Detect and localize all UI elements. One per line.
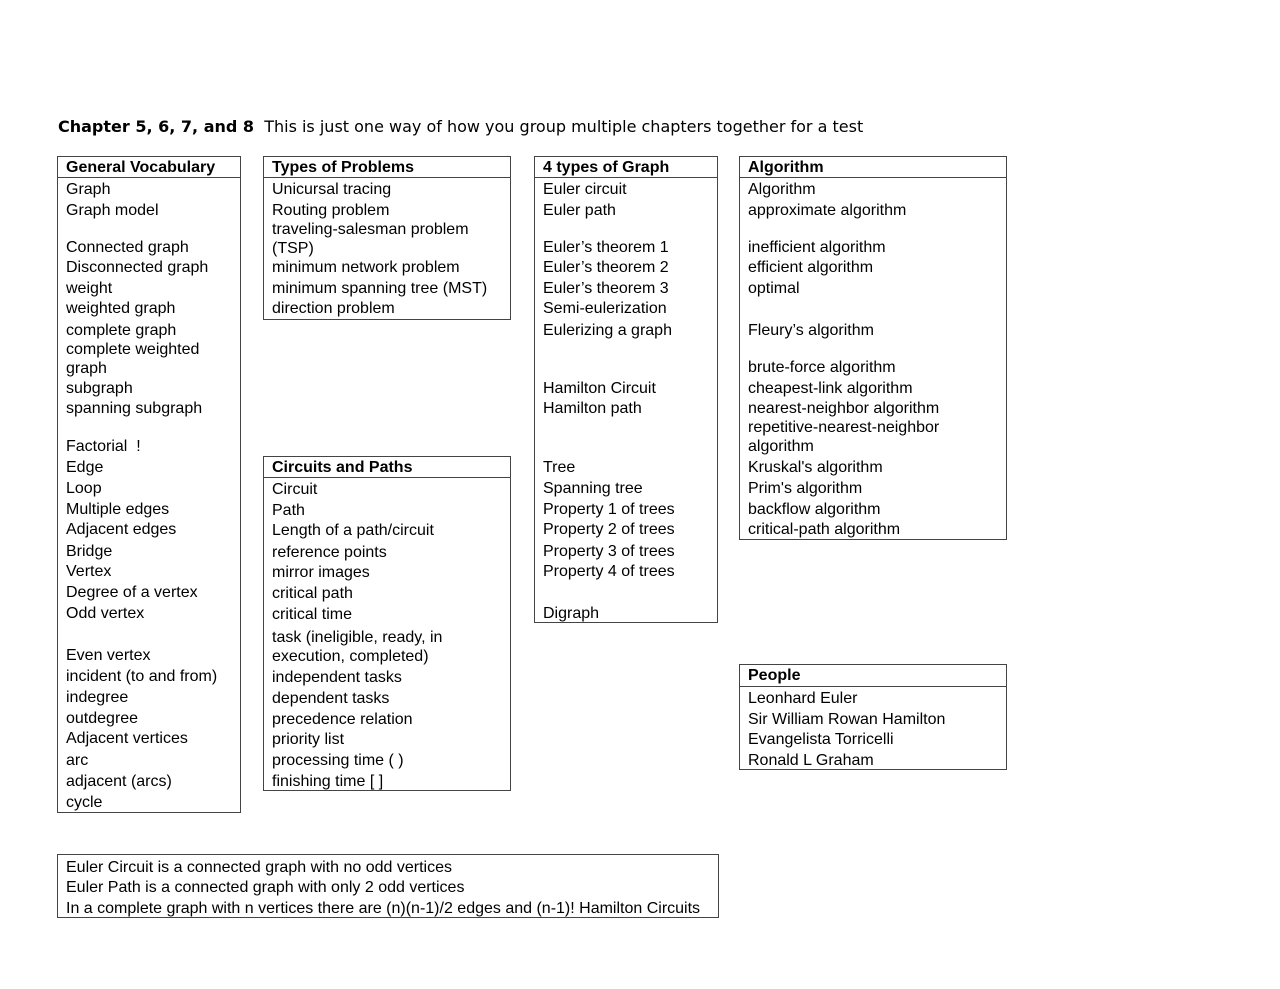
person-item: Ronald L Graham <box>748 752 874 769</box>
problem-item: direction problem <box>272 300 395 317</box>
vocab-item: cycle <box>66 794 103 811</box>
algorithm-item: Prim's algorithm <box>748 480 863 497</box>
graph-type-item: Property 1 of trees <box>543 501 675 518</box>
algorithm-item: efficient algorithm <box>748 259 874 276</box>
person-item: Sir William Rowan Hamilton <box>748 711 946 728</box>
vocab-item: Vertex <box>66 563 112 580</box>
circuit-item: Path <box>272 502 305 519</box>
problem-item: Routing problem <box>272 202 390 219</box>
four-types-of-graph-title: 4 types of Graph <box>535 157 717 178</box>
types-of-problems-box <box>263 156 511 320</box>
heading-note: This is just one way of how you group multiple chapters together for a test <box>264 117 864 136</box>
vocab-item: Multiple edges <box>66 501 170 518</box>
page-heading <box>58 117 863 136</box>
algorithm-item: brute-force algorithm <box>748 359 896 376</box>
vocab-item: spanning subgraph <box>66 400 203 417</box>
vocab-item: subgraph <box>66 380 133 397</box>
algorithm-item: nearest-neighbor algorithm <box>748 400 940 417</box>
graph-type-item: Euler path <box>543 202 616 219</box>
vocab-item: Disconnected graph <box>66 259 209 276</box>
circuit-item: reference points <box>272 544 387 561</box>
vocab-item: Odd vertex <box>66 605 145 622</box>
graph-type-item: Semi-eulerization <box>543 300 667 317</box>
graph-type-item: Property 3 of trees <box>543 543 675 560</box>
circuit-item: critical path <box>272 585 353 602</box>
circuits-and-paths-title: Circuits and Paths <box>264 457 510 478</box>
person-item: Evangelista Torricelli <box>748 731 894 748</box>
general-vocabulary-title: General Vocabulary <box>58 157 240 178</box>
circuit-item: precedence relation <box>272 711 413 728</box>
circuit-item: mirror images <box>272 564 370 581</box>
summary-line: In a complete graph with n vertices there are (n)(n-1)/2 edges and (n-1)! Hamilton Circuits <box>66 900 701 917</box>
graph-type-item: Property 2 of trees <box>543 521 675 538</box>
vocab-item: Graph <box>66 181 111 198</box>
circuit-item: task (ineligible, ready, in execution, completed) <box>272 629 443 665</box>
vocab-item: Connected graph <box>66 239 189 256</box>
algorithm-item: repetitive-nearest-neighbor algorithm <box>748 419 940 455</box>
graph-type-item: Eulerizing a graph <box>543 322 672 339</box>
algorithm-item: Fleury’s algorithm <box>748 322 874 339</box>
graph-type-item: Euler’s theorem 2 <box>543 259 669 276</box>
summary-line: Euler Path is a connected graph with only 2 odd vertices <box>66 879 465 896</box>
circuit-item: independent tasks <box>272 669 402 686</box>
vocab-item: weight <box>66 280 113 297</box>
vocab-item: outdegree <box>66 710 139 727</box>
vocab-item: Adjacent edges <box>66 521 177 538</box>
problem-item: minimum spanning tree (MST) <box>272 280 488 297</box>
graph-type-item: Digraph <box>543 605 600 622</box>
algorithm-item: approximate algorithm <box>748 202 907 219</box>
general-vocabulary-box <box>57 156 241 813</box>
vocab-item: Loop <box>66 480 102 497</box>
vocab-item: Factorial ! <box>66 438 141 455</box>
graph-type-item: Spanning tree <box>543 480 643 497</box>
vocab-item: Adjacent vertices <box>66 730 188 747</box>
problem-item: traveling-salesman problem (TSP) <box>272 221 469 257</box>
people-box <box>739 664 1007 770</box>
vocab-item: complete weighted graph <box>66 341 200 377</box>
vocab-item: indegree <box>66 689 129 706</box>
algorithm-item: Algorithm <box>748 181 816 198</box>
graph-type-item: Euler circuit <box>543 181 627 198</box>
vocab-item: complete graph <box>66 322 177 339</box>
person-item: Leonhard Euler <box>748 690 858 707</box>
summary-box <box>57 854 719 918</box>
four-types-of-graph-box <box>534 156 718 623</box>
vocab-item: weighted graph <box>66 300 176 317</box>
vocab-item: Degree of a vertex <box>66 584 198 601</box>
graph-type-item: Property 4 of trees <box>543 563 675 580</box>
heading-chapters: Chapter 5, 6, 7, and 8 <box>58 117 255 136</box>
algorithm-item: backflow algorithm <box>748 501 881 518</box>
circuit-item: priority list <box>272 731 345 748</box>
circuit-item: dependent tasks <box>272 690 390 707</box>
graph-type-item: Euler’s theorem 1 <box>543 239 669 256</box>
summary-line: Euler Circuit is a connected graph with no odd vertices <box>66 859 452 876</box>
circuit-item: Length of a path/circuit <box>272 522 434 539</box>
graph-type-item: Hamilton path <box>543 400 642 417</box>
types-of-problems-title: Types of Problems <box>264 157 510 178</box>
algorithm-box <box>739 156 1007 540</box>
circuit-item: finishing time [ ] <box>272 773 384 790</box>
circuit-item: processing time ( ) <box>272 752 404 769</box>
graph-type-item: Hamilton Circuit <box>543 380 656 397</box>
vocab-item: Edge <box>66 459 104 476</box>
circuit-item: Circuit <box>272 481 318 498</box>
algorithm-item: optimal <box>748 280 800 297</box>
graph-type-item: Tree <box>543 459 576 476</box>
people-title: People <box>740 665 1006 687</box>
algorithm-item: Kruskal's algorithm <box>748 459 883 476</box>
algorithm-title: Algorithm <box>740 157 1006 178</box>
vocab-item: incident (to and from) <box>66 668 218 685</box>
problem-item: minimum network problem <box>272 259 460 276</box>
circuit-item: critical time <box>272 606 353 623</box>
circuits-and-paths-box <box>263 456 511 791</box>
graph-type-item: Euler’s theorem 3 <box>543 280 669 297</box>
vocab-item: Even vertex <box>66 647 151 664</box>
algorithm-item: critical-path algorithm <box>748 521 901 538</box>
algorithm-item: cheapest-link algorithm <box>748 380 913 397</box>
vocab-item: adjacent (arcs) <box>66 773 172 790</box>
vocab-item: arc <box>66 752 89 769</box>
vocab-item: Graph model <box>66 202 159 219</box>
algorithm-item: inefficient algorithm <box>748 239 886 256</box>
vocab-item: Bridge <box>66 543 113 560</box>
problem-item: Unicursal tracing <box>272 181 392 198</box>
